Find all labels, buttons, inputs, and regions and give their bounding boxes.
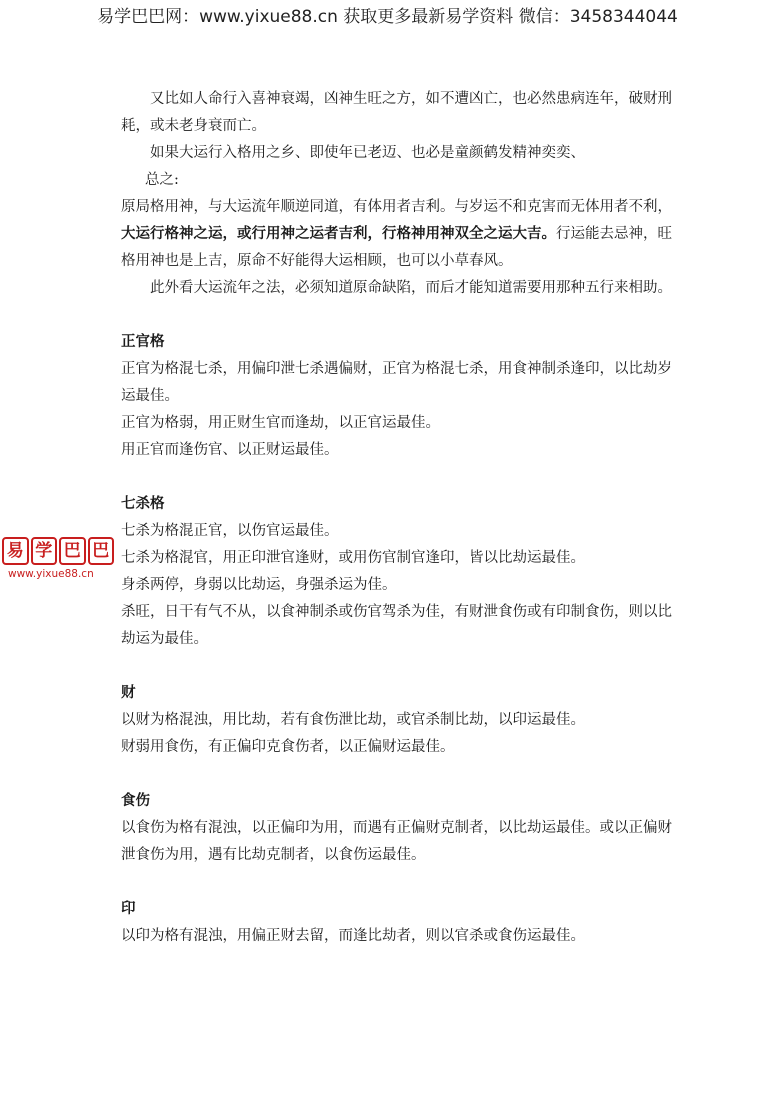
intro-summary-label: 总之: [145, 172, 179, 188]
section-title-yin: 印 [121, 901, 136, 917]
intro-p4-emphasis: 大运行格神之运，或行用神之运者吉利，行格神用神双全之运大吉。 [121, 226, 556, 242]
zhengguan-line-2: 正官为格弱，用正财生官而逢劫，以正官运最佳。 [121, 415, 440, 431]
intro-p4-start: 原局格用神，与大运流年顺逆同道，有体用者吉利。与岁运不和克害而无体用者不利， [121, 199, 672, 215]
qisha-line-1: 七杀为格混正官，以伤官运最佳。 [121, 523, 339, 539]
shishang-line-1: 以食伤为格有混浊，以正偏印为用，而遇有正偏财克制者，以比劫运最佳。或以正偏财泄食伤为用，遇有比劫克制者，以食伤运最佳。 [121, 820, 672, 863]
yin-line-1: 以印为格有混浊，用偏正财去留，而逢比劫者，则以官杀或食伤运最佳。 [121, 928, 585, 944]
logo-char: 巴 [88, 537, 115, 565]
cai-line-1: 以财为格混浊，用比劫，若有食伤泄比劫，或官杀制比劫，以印运最佳。 [121, 712, 585, 728]
zhengguan-line-1: 正官为格混七杀，用偏印泄七杀遇偏财，正官为格混七杀，用食神制杀逢印，以比劫岁运最佳。 [121, 361, 672, 404]
intro-paragraph-1: 又比如人命行入喜神衰竭，凶神生旺之方，如不遭凶亡，也必然患病连年，破财刑耗，或未老身衰而亡。 [121, 91, 672, 134]
cai-line-2: 财弱用食伤，有正偏印克食伤者，以正偏财运最佳。 [121, 739, 455, 755]
qisha-line-4: 杀旺，日干有气不从，以食神制杀或伤官驾杀为佳，有财泄食伤或有印制食伤，则以比劫运为最佳。 [121, 604, 672, 647]
logo-seal [2, 537, 114, 565]
page-header: 易学巴巴网：www.yixue88.cn 获取更多最新易学资料 微信：3458344044 [97, 7, 678, 27]
intro-paragraph-5: 此外看大运流年之法，必须知道原命缺陷，而后才能知道需要用那种五行来相助。 [150, 280, 672, 296]
zhengguan-line-3: 用正官而逢伤官、以正财运最佳。 [121, 442, 339, 458]
section-title-qisha: 七杀格 [121, 496, 165, 512]
document-body [121, 86, 679, 950]
logo-url: www.yixue88.cn [8, 568, 94, 580]
logo-char: 巴 [59, 537, 86, 565]
intro-paragraph-4 [121, 194, 679, 275]
logo-char: 学 [31, 537, 58, 565]
logo-char: 易 [2, 537, 29, 565]
section-title-shishang: 食伤 [121, 793, 150, 809]
section-title-cai: 财 [121, 685, 136, 701]
section-title-zhengguan: 正官格 [121, 334, 165, 350]
qisha-line-2: 七杀为格混官，用正印泄官逢财，或用伤官制官逢印，皆以比劫运最佳。 [121, 550, 585, 566]
qisha-line-3: 身杀两停，身弱以比劫运，身强杀运为佳。 [121, 577, 397, 593]
intro-paragraph-2: 如果大运行入格用之乡、即使年已老迈、也必是童颜鹤发精神奕奕、 [150, 145, 585, 161]
intro-p4-end: 行运能去忌神，旺格用神也是上吉，原命不好能得大运相顾，也可以小草春风。 [121, 226, 672, 269]
site-logo [2, 537, 114, 580]
